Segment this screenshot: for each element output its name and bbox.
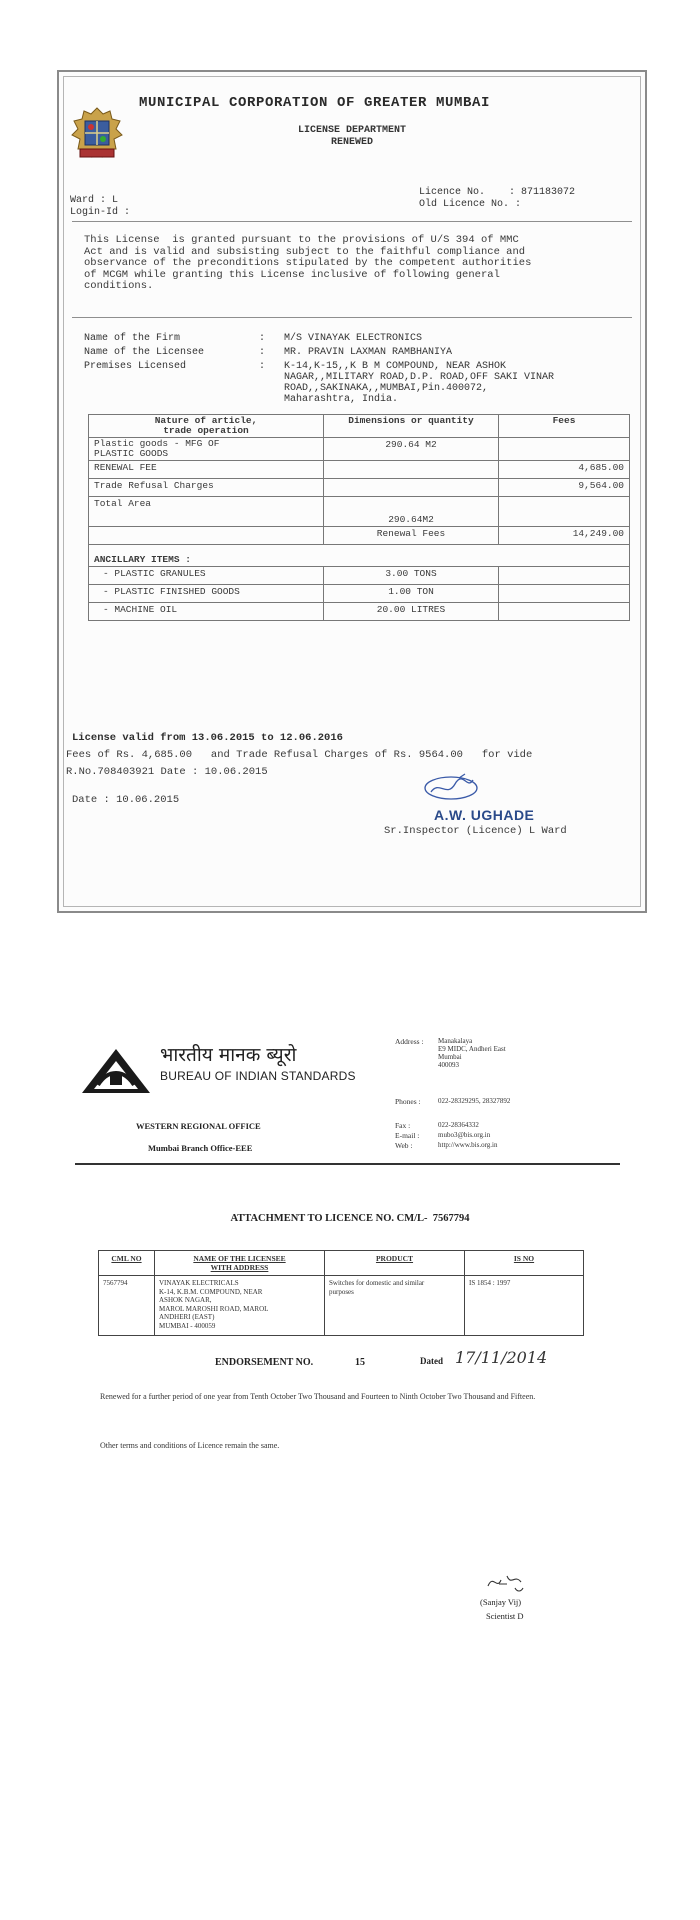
table-row [89, 567, 630, 585]
scientist-title: Scientist D [486, 1611, 524, 1621]
bis-branch-office: Mumbai Branch Office-EEE [148, 1143, 253, 1153]
colon: : [259, 361, 266, 372]
dated-value: 17/11/2014 [455, 1348, 548, 1367]
cell-ancillary-item: - PLASTIC GRANULES [89, 567, 324, 585]
cell-empty [499, 497, 630, 527]
cell-ancillary-qty: 20.00 LITRES [324, 603, 499, 621]
phones-label: Phones : [395, 1097, 421, 1106]
licence-attachment-table [98, 1250, 584, 1336]
premises-label: Premises Licensed [84, 361, 187, 372]
firm-value: M/S VINAYAK ELECTRONICS [284, 333, 423, 344]
cell-empty [499, 567, 630, 585]
cell-total-area: 290.64M2 [324, 497, 499, 527]
licence-number-row [419, 187, 575, 198]
phones-value: 022-28329295, 28327892 [438, 1097, 511, 1105]
ward-row [70, 195, 118, 206]
table-row [89, 497, 630, 527]
cell-empty [324, 461, 499, 479]
header-fees: Fees [499, 415, 630, 438]
table-row [89, 585, 630, 603]
old-licence-row [419, 199, 521, 210]
cell-cml-no: 7567794 [99, 1276, 155, 1336]
web-value: http://www.bis.org.in [438, 1141, 498, 1149]
cell-ancillary-item: - PLASTIC FINISHED GOODS [89, 585, 324, 603]
email-value: mubo3@bis.org.in [438, 1131, 491, 1139]
cell-empty [89, 527, 324, 545]
cell-empty [499, 603, 630, 621]
address-value: Manakalaya E9 MIDC, Andheri East Mumbai 400093 [438, 1037, 506, 1069]
licence-number-label: Licence No. [419, 187, 486, 198]
header-product: PRODUCT [325, 1251, 465, 1276]
ward-value: L [112, 195, 119, 206]
ward-label: Ward : [70, 195, 107, 206]
cell-is-no: IS 1854 : 1997 [465, 1276, 584, 1336]
cell-ancillary-qty: 3.00 TONS [324, 567, 499, 585]
inspector-name: A.W. UGHADE [434, 807, 535, 823]
cell-renewal-fee-label: RENEWAL FEE [89, 461, 324, 479]
table-row [89, 479, 630, 497]
login-id-label: Login-Id : [70, 207, 131, 218]
header-dimensions: Dimensions or quantity [324, 415, 499, 438]
cell-ancillary-qty: 1.00 TON [324, 585, 499, 603]
login-id-row [70, 207, 130, 218]
old-licence-value: : [515, 199, 522, 210]
table-row [99, 1276, 584, 1336]
premises-value: K-14,K-15,,K B M COMPOUND, NEAR ASHOK NAGAR,,MILITARY ROAD,D.P. ROAD,OFF SAKI VINAR ROAD,,SAKINAKA,,MUMBAI,Pin.400072, Maharashtra, India. [284, 361, 555, 405]
fee-table [88, 414, 630, 621]
cell-refusal-fee: 9,564.00 [499, 479, 630, 497]
bis-regional-office: WESTERN REGIONAL OFFICE [136, 1121, 261, 1131]
table-header-row [99, 1251, 584, 1276]
ancillary-header: ANCILLARY ITEMS : [89, 545, 630, 567]
cell-renewal-fee: 4,685.00 [499, 461, 630, 479]
issue-date-line: Date : 10.06.2015 [72, 794, 180, 806]
licensee-label: Name of the Licensee [84, 347, 205, 358]
cell-product: Switches for domestic and similar purposes [325, 1276, 465, 1336]
license-inner-border [63, 76, 641, 907]
table-row [89, 545, 630, 567]
colon: : [259, 333, 266, 344]
firm-label: Name of the Firm [84, 333, 181, 344]
cell-empty [324, 479, 499, 497]
cell-plastic-goods: Plastic goods - MFG OF PLASTIC GOODS [89, 438, 324, 461]
web-label: Web : [395, 1141, 413, 1150]
cell-empty [499, 585, 630, 603]
bis-english-name: BUREAU OF INDIAN STANDARDS [160, 1069, 356, 1083]
table-row [89, 603, 630, 621]
mcgm-license-document [57, 70, 647, 913]
other-terms-text: Other terms and conditions of Licence remain the same. [100, 1441, 280, 1450]
endorsement-number: 15 [355, 1357, 365, 1368]
header-is-no: IS NO [465, 1251, 584, 1276]
header-divider [75, 1163, 620, 1165]
endorsement-label: ENDORSEMENT NO. [215, 1357, 314, 1368]
table-header-row [89, 415, 630, 438]
header-nature: Nature of article, trade operation [89, 415, 324, 438]
table-row [89, 461, 630, 479]
inspector-signature-icon [419, 772, 479, 802]
cell-renewal-fees-label: Renewal Fees [324, 527, 499, 545]
bis-hindi-name: भारतीय मानक ब्यूरो [160, 1044, 297, 1066]
bis-logo-icon [80, 1047, 152, 1097]
scientist-name: (Sanjay Vij) [480, 1597, 522, 1607]
inspector-title: Sr.Inspector (Licence) L Ward [384, 825, 567, 837]
cell-ancillary-item: - MACHINE OIL [89, 603, 324, 621]
cell-refusal-label: Trade Refusal Charges [89, 479, 324, 497]
attachment-title: ATTACHMENT TO LICENCE NO. CM/L- 7567794 [230, 1213, 470, 1224]
old-licence-label: Old Licence No. [419, 199, 510, 210]
divider [72, 221, 632, 222]
fax-value: 022-28364332 [438, 1121, 479, 1129]
cell-plastic-dim: 290.64 M2 [324, 438, 499, 461]
cell-renewal-fees-total: 14,249.00 [499, 527, 630, 545]
cell-empty [499, 438, 630, 461]
licence-number-value: : 871183072 [509, 187, 576, 198]
dated-label: Dated [420, 1356, 443, 1366]
license-department: LICENSE DEPARTMENT [297, 125, 407, 136]
license-preamble: This License is granted pursuant to the provisions of U/S 394 of MMC Act and is valid and subsisting subject to the faithful compliance and observance of the preconditions stipulated by the competent authorities of MCGM while granting this License inclusive of following general conditions. [84, 234, 532, 292]
header-licensee: NAME OF THE LICENSEE WITH ADDRESS [155, 1251, 325, 1276]
address-label: Address : [395, 1037, 424, 1046]
divider [72, 317, 632, 318]
license-title: MUNICIPAL CORPORATION OF GREATER MUMBAI [139, 95, 491, 111]
table-row [89, 438, 630, 461]
bis-endorsement-document [50, 1035, 650, 1885]
renewal-text: Renewed for a further period of one year from Tenth October Two Thousand and Fourteen to Ninth October Two Thousand and Fifteen. [100, 1392, 536, 1401]
cell-licensee-address: VINAYAK ELECTRICALS K-14, K.B.M. COMPOUND, NEAR ASHOK NAGAR, MAROL MAROSHI ROAD, MAROL ANDHERI (EAST) MUMBAI - 400059 [155, 1276, 325, 1336]
table-row [89, 527, 630, 545]
cell-total-area-label: Total Area [89, 497, 324, 527]
validity-line: License valid from 13.06.2015 to 12.06.2016 [72, 732, 343, 744]
email-label: E-mail : [395, 1131, 420, 1140]
licensee-value: MR. PRAVIN LAXMAN RAMBHANIYA [284, 347, 453, 358]
receipt-number-line: R.No.708403921 Date : 10.06.2015 [66, 766, 268, 778]
colon: : [259, 347, 266, 358]
scientist-signature-icon [485, 1570, 525, 1594]
header-cml: CML NO [99, 1251, 155, 1276]
fax-label: Fax : [395, 1121, 411, 1130]
license-status: RENEWED [330, 137, 373, 148]
fees-line: Fees of Rs. 4,685.00 and Trade Refusal Charges of Rs. 9564.00 for vide [66, 749, 533, 761]
